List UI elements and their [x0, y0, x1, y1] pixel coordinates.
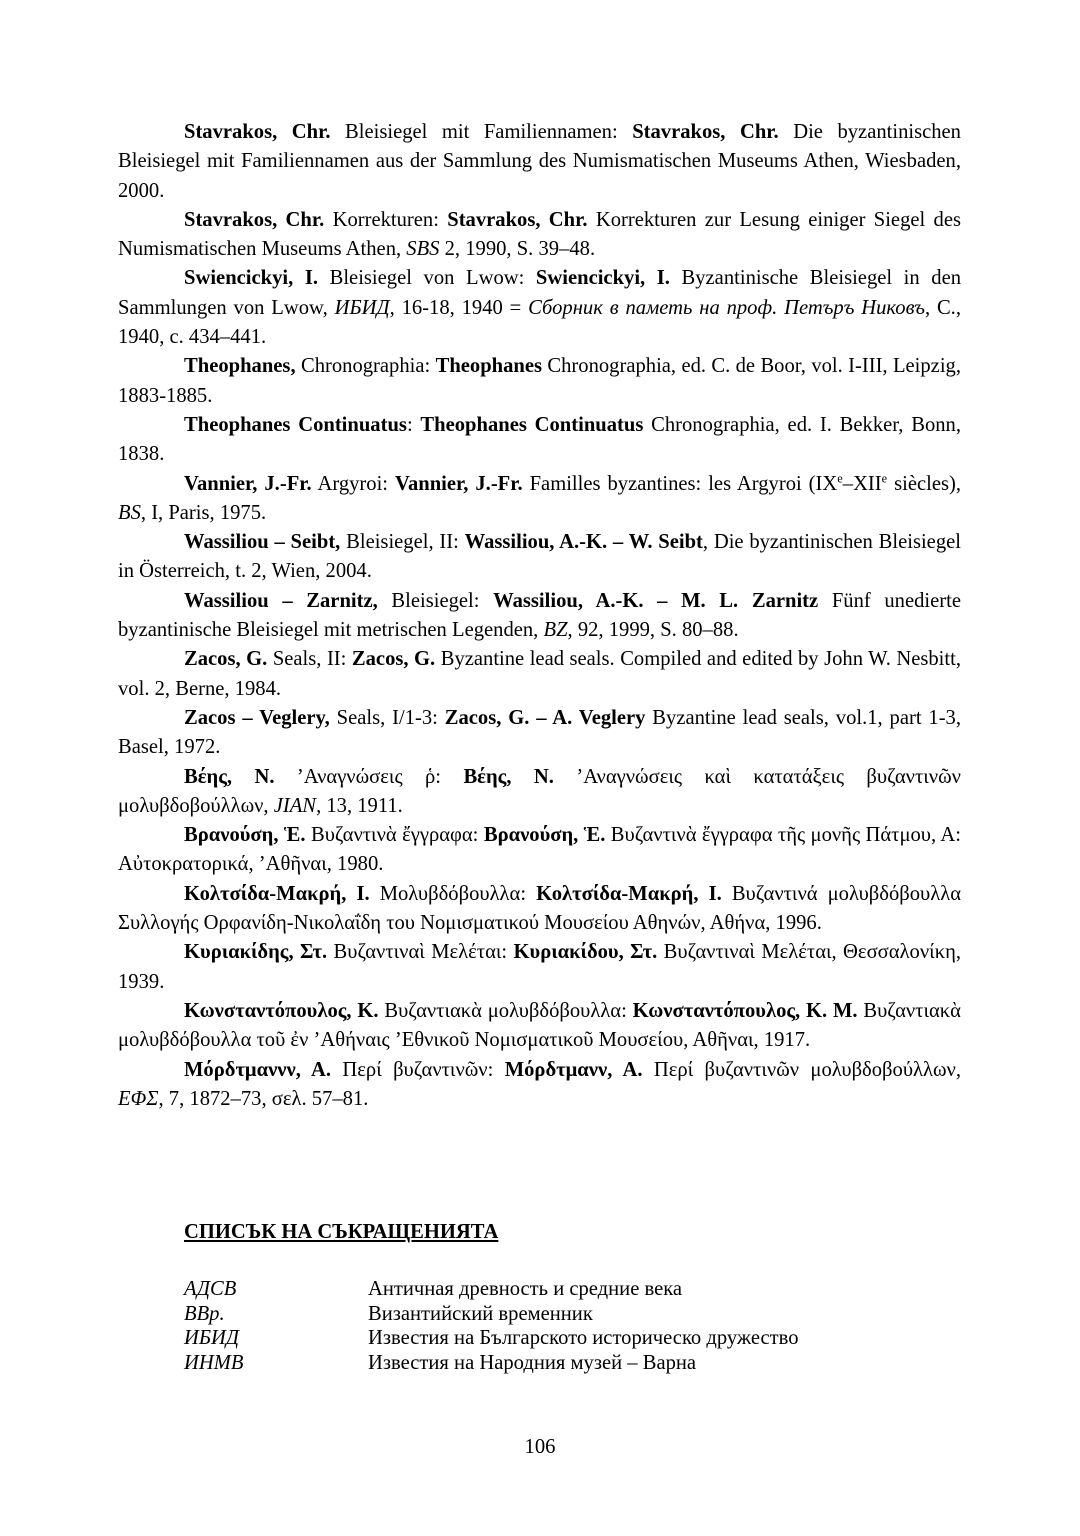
entry-text: Βυζαντιακὰ μολυβδόβουλλα τοῦ ἐν ’Αθήναις ’Εθνικοῦ Νομισματικοῦ Μουσείου, Αθῆναι, 1917. [118, 999, 961, 1052]
entry-text: , 13, 1911. [316, 794, 403, 817]
entry-author: Zacos, G. [351, 648, 436, 671]
entry-lead: Theophanes Continuatus [184, 413, 407, 436]
bib-entry-stavrakos-familiennamen [118, 118, 961, 206]
entry-lead: Μόρδτμαννν, Α. [184, 1058, 332, 1081]
abbreviations-heading: СПИСЪК НА СЪКРАЩЕНИЯТА [184, 1221, 499, 1243]
entry-short-title: Bleisiegel von Lwow: [318, 267, 536, 290]
entry-short-title: Argyroi: [311, 472, 395, 495]
entry-lead: Vannier, J.-Fr. [184, 472, 312, 495]
abbreviation-key: ИНМВ [184, 1351, 244, 1374]
entry-author: Κυριακίδου, Στ. [513, 941, 658, 964]
abbreviation-key: АДСВ [184, 1278, 237, 1300]
entry-author: Wassiliou, A.-K. – W. Seibt [464, 531, 703, 554]
entry-text: Byzantine lead seals, vol.1, part 1-3, Basel, 1972. [118, 706, 961, 759]
entry-text: Βυζαντιναὶ Μελέται, Θεσσαλονίκη, 1939. [118, 941, 961, 993]
entry-text: Byzantinische Bleisiegel in den Sammlungen von Lwow, [118, 267, 962, 319]
bib-entry-theophanes [118, 352, 961, 411]
bib-entry-kyriakidis [118, 938, 961, 997]
entry-lead: Κολτσίδα-Μακρή, Ι. [184, 882, 370, 905]
entry-short-title: Bleisiegel: [377, 589, 494, 612]
entry-text: , С., 1940, с. 434–441. [118, 296, 961, 349]
bib-entry-vranousi [118, 821, 961, 880]
abbreviation-value: Античная древность и средние века [368, 1278, 683, 1300]
entry-series: SBS [406, 238, 440, 261]
entry-lead: Theophanes, [184, 355, 296, 378]
entry-series: JIAN [273, 794, 317, 817]
abbreviation-key: ВВр. [184, 1302, 225, 1325]
abbreviation-value: Известия на Народния музей – Варна [368, 1351, 697, 1374]
entry-author: Swiencickyi, I. [535, 267, 670, 290]
bib-entry-zacos [118, 645, 961, 704]
entry-text: 2, 1990, S. 39–48. [439, 238, 596, 261]
entry-text: siècles), [887, 472, 961, 495]
entry-short-title: Bleisiegel, II: [340, 531, 465, 554]
entry-author: Stavrakos, Chr. [447, 208, 588, 231]
bib-entry-zacos-veglery [118, 704, 961, 763]
bib-entry-swiencickyi [118, 264, 961, 352]
page-number: 106 [524, 1436, 556, 1458]
entry-text: , 7, 1872–73, σελ. 57–81. [158, 1087, 369, 1110]
entry-author: Theophanes [435, 355, 543, 378]
entry-superscript: e [881, 471, 888, 486]
entry-text: –XII [842, 472, 882, 495]
entry-lead: Zacos – Veglery, [184, 706, 330, 729]
entry-lead: Wassiliou – Zarnitz, [184, 589, 378, 612]
bib-entry-mordtmann [118, 1056, 961, 1115]
entry-lead: Κωνσταντόπουλος, Κ. [184, 999, 379, 1022]
entry-short-title: Περί βυζαντινῶν: [331, 1058, 505, 1081]
entry-series: ΕΦΣ [118, 1087, 159, 1110]
entry-short-title: ’Αναγνώσεις ῥ: [274, 765, 464, 788]
entry-text: , 16-18, 1940 = [389, 296, 529, 319]
entry-author: Stavrakos, Chr. [632, 121, 779, 143]
entry-short-title: : [406, 413, 421, 436]
abbreviation-row [184, 1326, 944, 1351]
entry-text: Βυζαντινὰ ἔγγραφα τῆς μονῆς Πάτμου, Α: Αὐτοκρατορικά, ’Αθῆναι, 1980. [118, 824, 961, 876]
entry-author: Κωνσταντόπουλος, Κ. Μ. [632, 999, 858, 1022]
entry-author: Theophanes Continuatus [420, 413, 644, 436]
entry-short-title: Chronographia: [295, 355, 436, 378]
entry-lead: Stavrakos, Chr. [184, 208, 325, 231]
entry-text: ’Αναγνώσεις καὶ κατατάξεις βυζαντινῶν μολυβδοβούλλων, [118, 765, 961, 817]
entry-author: Vannier, J.-Fr. [394, 472, 523, 495]
entry-lead: Βρανούση, Ἑ. [184, 824, 306, 847]
entry-text: , Die byzantinischen Bleisiegel in Österreich, t. 2, Wien, 2004. [118, 531, 961, 583]
entry-text: , 92, 1999, S. 80–88. [567, 619, 739, 642]
entry-author: Wassiliou, A.-K. – M. L. Zarnitz [493, 589, 819, 612]
abbreviation-value: Византийский временник [368, 1302, 593, 1325]
entry-text: , I, Paris, 1975. [140, 501, 267, 524]
entry-lead: Swiencickyi, I. [184, 267, 319, 290]
entry-lead: Βέης, Ν. [184, 765, 275, 788]
abbreviation-key: ИБИД [184, 1327, 239, 1349]
entry-series: BS [118, 501, 141, 524]
bib-entry-stavrakos-korrekturen [118, 206, 961, 265]
entry-author: Κολτσίδα-Μακρή, Ι. [536, 882, 722, 905]
bibliography-list [118, 118, 961, 1114]
entry-text: Korrekturen zur Lesung einiger Siegel des Numismatischen Museums Athen, [118, 208, 961, 261]
entry-short-title: Βυζαντινὰ ἔγγραφα: [305, 824, 484, 847]
entry-text: Βυζαντινά μολυβδόβουλλα Συλλογής Ορφανίδη-Νικολαΐδη του Νομισματικού Μουσείου Αθηνών, Αθήνα, 1996. [118, 882, 961, 935]
entry-lead: Κυριακίδης, Στ. [184, 941, 328, 964]
abbreviation-row [184, 1351, 944, 1376]
entry-text: Περί βυζαντινῶν μολυβδοβούλλων, [642, 1058, 962, 1081]
entry-short-title: Korrekturen: [324, 208, 448, 231]
abbreviation-value: Известия на Българското историческо дружество [368, 1327, 799, 1349]
entry-series: ИБИД [334, 296, 390, 319]
entry-author: Βέης, Ν. [463, 765, 554, 788]
bib-entry-vannier [118, 470, 961, 529]
entry-lead: Stavrakos, Chr. [184, 121, 331, 143]
entry-short-title: Seals, II: [267, 648, 352, 671]
entry-short-title: Μολυβδόβουλλα: [369, 882, 537, 905]
bib-entry-beis [118, 763, 961, 822]
entry-text: Byzantine lead seals. Compiled and edited by John W. Nesbitt, vol. 2, Berne, 1984. [118, 648, 961, 700]
entry-author: Βρανούση, Ἑ. [483, 824, 606, 847]
entry-superscript: e [837, 471, 843, 486]
entry-text: Fünf unedierte byzantinische Bleisiegel mit metrischen Legenden, [118, 589, 961, 642]
bib-entry-koltsida-makri [118, 880, 961, 939]
bib-entry-theophanes-continuatus [118, 411, 961, 470]
entry-text: Die byzantinischen Bleisiegel mit Familiennamen aus der Sammlung des Numismatischen Museums Athen, Wiesbaden, 2000. [118, 121, 961, 202]
entry-short-title: Βυζαντιναὶ Μελέται: [327, 941, 514, 964]
entry-short-title: Βυζαντιακὰ μολυβδόβουλλα: [378, 999, 633, 1022]
abbreviations-list [184, 1277, 944, 1375]
entry-short-title: Bleisiegel mit Familiennamen: [330, 121, 633, 143]
entry-italic-title: Сборник в паметь на проф. Петъръ Никовъ [528, 296, 925, 319]
abbreviation-row [184, 1302, 944, 1327]
entry-lead: Zacos, G. [184, 648, 268, 671]
entry-lead: Wassiliou – Seibt, [184, 531, 341, 554]
abbreviation-row [184, 1277, 944, 1302]
entry-text: Chronographia, ed. C. de Boor, vol. I-III, Leipzig, 1883-1885. [118, 355, 961, 407]
entry-author: Zacos, G. – A. Veglery [444, 706, 646, 729]
bib-entry-wassiliou-zarnitz [118, 587, 961, 646]
entry-short-title: Seals, I/1-3: [329, 706, 445, 729]
entry-author: Μόρδτμανν, Α. [504, 1058, 643, 1081]
entry-text: Familles byzantines: les Argyroi (IX [522, 472, 838, 495]
entry-text: Chronographia, ed. I. Bekker, Bonn, 1838. [118, 413, 961, 466]
bib-entry-konstantopoulos [118, 997, 961, 1056]
bib-entry-wassiliou-seibt [118, 528, 961, 587]
entry-series: BZ [543, 619, 568, 642]
